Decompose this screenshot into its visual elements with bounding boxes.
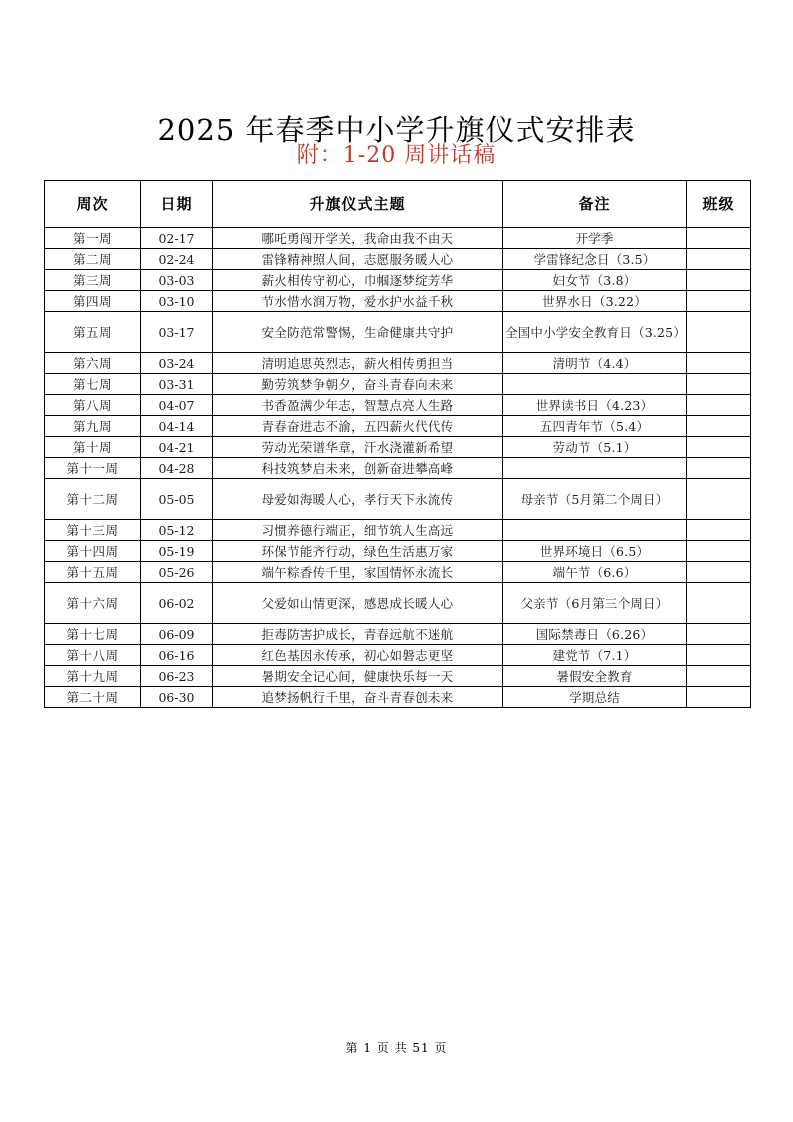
cell-class[interactable] xyxy=(687,353,751,374)
cell-note xyxy=(503,458,687,479)
cell-note: 开学季 xyxy=(503,228,687,249)
cell-week: 第十七周 xyxy=(45,624,141,645)
cell-week: 第十五周 xyxy=(45,562,141,583)
cell-theme: 薪火相传守初心，巾帼逐梦绽芳华 xyxy=(213,270,503,291)
cell-theme: 勤劳筑梦争朝夕，奋斗青春向未来 xyxy=(213,374,503,395)
table-row xyxy=(45,562,751,583)
schedule-table xyxy=(44,180,751,708)
page-subtitle: 附：1-20 周讲话稿 xyxy=(296,143,497,168)
cell-class[interactable] xyxy=(687,458,751,479)
cell-note: 清明节（4.4） xyxy=(503,353,687,374)
cell-note: 全国中小学安全教育日（3.25） xyxy=(503,312,687,353)
table-header xyxy=(45,181,751,228)
cell-class[interactable] xyxy=(687,249,751,270)
table-header-row xyxy=(45,181,751,228)
cell-date: 04-28 xyxy=(141,458,213,479)
cell-class[interactable] xyxy=(687,687,751,708)
cell-week: 第五周 xyxy=(45,312,141,353)
cell-week: 第十九周 xyxy=(45,666,141,687)
cell-date: 02-24 xyxy=(141,249,213,270)
cell-note: 父亲节（6月第三个周日） xyxy=(503,583,687,624)
cell-date: 04-07 xyxy=(141,395,213,416)
cell-date: 02-17 xyxy=(141,228,213,249)
cell-week: 第二十周 xyxy=(45,687,141,708)
cell-class[interactable] xyxy=(687,624,751,645)
cell-theme: 书香盈满少年志，智慧点亮人生路 xyxy=(213,395,503,416)
cell-week: 第十一周 xyxy=(45,458,141,479)
cell-theme: 哪吒勇闯开学关，我命由我不由天 xyxy=(213,228,503,249)
cell-note: 学期总结 xyxy=(503,687,687,708)
table-row xyxy=(45,458,751,479)
table-row xyxy=(45,624,751,645)
cell-week: 第十三周 xyxy=(45,520,141,541)
cell-theme: 暑期安全记心间，健康快乐每一天 xyxy=(213,666,503,687)
cell-date: 03-17 xyxy=(141,312,213,353)
cell-theme: 父爱如山情更深，感恩成长暖人心 xyxy=(213,583,503,624)
cell-class[interactable] xyxy=(687,645,751,666)
cell-date: 03-24 xyxy=(141,353,213,374)
cell-note: 世界水日（3.22） xyxy=(503,291,687,312)
table-row xyxy=(45,374,751,395)
table-row xyxy=(45,353,751,374)
cell-theme: 环保节能齐行动，绿色生活惠万家 xyxy=(213,541,503,562)
cell-date: 05-19 xyxy=(141,541,213,562)
cell-class[interactable] xyxy=(687,270,751,291)
cell-theme: 追梦扬帆行千里，奋斗青春创未来 xyxy=(213,687,503,708)
cell-theme: 节水惜水润万物，爱水护水益千秋 xyxy=(213,291,503,312)
cell-date: 06-02 xyxy=(141,583,213,624)
cell-week: 第十六周 xyxy=(45,583,141,624)
cell-date: 06-16 xyxy=(141,645,213,666)
cell-date: 06-30 xyxy=(141,687,213,708)
cell-date: 03-10 xyxy=(141,291,213,312)
cell-date: 04-21 xyxy=(141,437,213,458)
table-row xyxy=(45,583,751,624)
cell-note: 妇女节（3.8） xyxy=(503,270,687,291)
table-row xyxy=(45,416,751,437)
cell-class[interactable] xyxy=(687,562,751,583)
cell-theme: 端午粽香传千里，家国情怀永流长 xyxy=(213,562,503,583)
cell-week: 第二周 xyxy=(45,249,141,270)
cell-theme: 劳动光荣谱华章，汗水浇灌新希望 xyxy=(213,437,503,458)
cell-date: 05-12 xyxy=(141,520,213,541)
schedule-table-container xyxy=(44,180,750,708)
cell-date: 06-09 xyxy=(141,624,213,645)
column-header-date: 日期 xyxy=(141,181,213,228)
column-header-week: 周次 xyxy=(45,181,141,228)
table-row xyxy=(45,479,751,520)
cell-note: 学雷锋纪念日（3.5） xyxy=(503,249,687,270)
cell-week: 第三周 xyxy=(45,270,141,291)
page-footer: 第 1 页 共 51 页 xyxy=(345,1041,448,1055)
column-header-class: 班级 xyxy=(687,181,751,228)
cell-note: 暑假安全教育 xyxy=(503,666,687,687)
cell-note: 世界环境日（6.5） xyxy=(503,541,687,562)
table-row xyxy=(45,645,751,666)
cell-date: 05-26 xyxy=(141,562,213,583)
cell-class[interactable] xyxy=(687,479,751,520)
cell-class[interactable] xyxy=(687,291,751,312)
page-title: 2025 年春季中小学升旗仪式安排表 xyxy=(157,113,636,148)
cell-date: 03-31 xyxy=(141,374,213,395)
cell-note: 五四青年节（5.4） xyxy=(503,416,687,437)
table-row xyxy=(45,270,751,291)
cell-week: 第四周 xyxy=(45,291,141,312)
cell-note: 国际禁毒日（6.26） xyxy=(503,624,687,645)
cell-week: 第六周 xyxy=(45,353,141,374)
table-row xyxy=(45,312,751,353)
cell-week: 第十周 xyxy=(45,437,141,458)
table-row xyxy=(45,291,751,312)
cell-class[interactable] xyxy=(687,228,751,249)
cell-class[interactable] xyxy=(687,437,751,458)
cell-date: 05-05 xyxy=(141,479,213,520)
cell-theme: 习惯养德行端正，细节筑人生高远 xyxy=(213,520,503,541)
table-row xyxy=(45,395,751,416)
cell-week: 第八周 xyxy=(45,395,141,416)
column-header-note: 备注 xyxy=(503,181,687,228)
cell-theme: 清明追思英烈志，薪火相传勇担当 xyxy=(213,353,503,374)
table-row xyxy=(45,437,751,458)
cell-class[interactable] xyxy=(687,583,751,624)
cell-note: 端午节（6.6） xyxy=(503,562,687,583)
cell-class[interactable] xyxy=(687,374,751,395)
cell-class[interactable] xyxy=(687,520,751,541)
cell-class[interactable] xyxy=(687,312,751,353)
column-header-theme: 升旗仪式主题 xyxy=(213,181,503,228)
table-row xyxy=(45,520,751,541)
cell-date: 03-03 xyxy=(141,270,213,291)
cell-note xyxy=(503,520,687,541)
table-row xyxy=(45,666,751,687)
cell-week: 第一周 xyxy=(45,228,141,249)
cell-theme: 红色基因永传承，初心如磐志更坚 xyxy=(213,645,503,666)
cell-theme: 雷锋精神照人间，志愿服务暖人心 xyxy=(213,249,503,270)
cell-class[interactable] xyxy=(687,666,751,687)
table-row xyxy=(45,541,751,562)
cell-week: 第十二周 xyxy=(45,479,141,520)
cell-theme: 青春奋进志不渝，五四薪火代代传 xyxy=(213,416,503,437)
cell-week: 第十四周 xyxy=(45,541,141,562)
cell-week: 第九周 xyxy=(45,416,141,437)
cell-theme: 科技筑梦启未来，创新奋进攀高峰 xyxy=(213,458,503,479)
cell-date: 04-14 xyxy=(141,416,213,437)
table-row xyxy=(45,228,751,249)
table-row xyxy=(45,687,751,708)
cell-class[interactable] xyxy=(687,395,751,416)
table-body xyxy=(45,228,751,708)
cell-note: 建党节（7.1） xyxy=(503,645,687,666)
cell-class[interactable] xyxy=(687,541,751,562)
cell-note: 劳动节（5.1） xyxy=(503,437,687,458)
cell-theme: 拒毒防害护成长，青春远航不迷航 xyxy=(213,624,503,645)
cell-theme: 母爱如海暖人心，孝行天下永流传 xyxy=(213,479,503,520)
cell-week: 第七周 xyxy=(45,374,141,395)
cell-note xyxy=(503,374,687,395)
cell-note: 母亲节（5月第二个周日） xyxy=(503,479,687,520)
cell-note: 世界读书日（4.23） xyxy=(503,395,687,416)
cell-date: 06-23 xyxy=(141,666,213,687)
table-row xyxy=(45,249,751,270)
cell-theme: 安全防范常警惕，生命健康共守护 xyxy=(213,312,503,353)
cell-week: 第十八周 xyxy=(45,645,141,666)
cell-class[interactable] xyxy=(687,416,751,437)
